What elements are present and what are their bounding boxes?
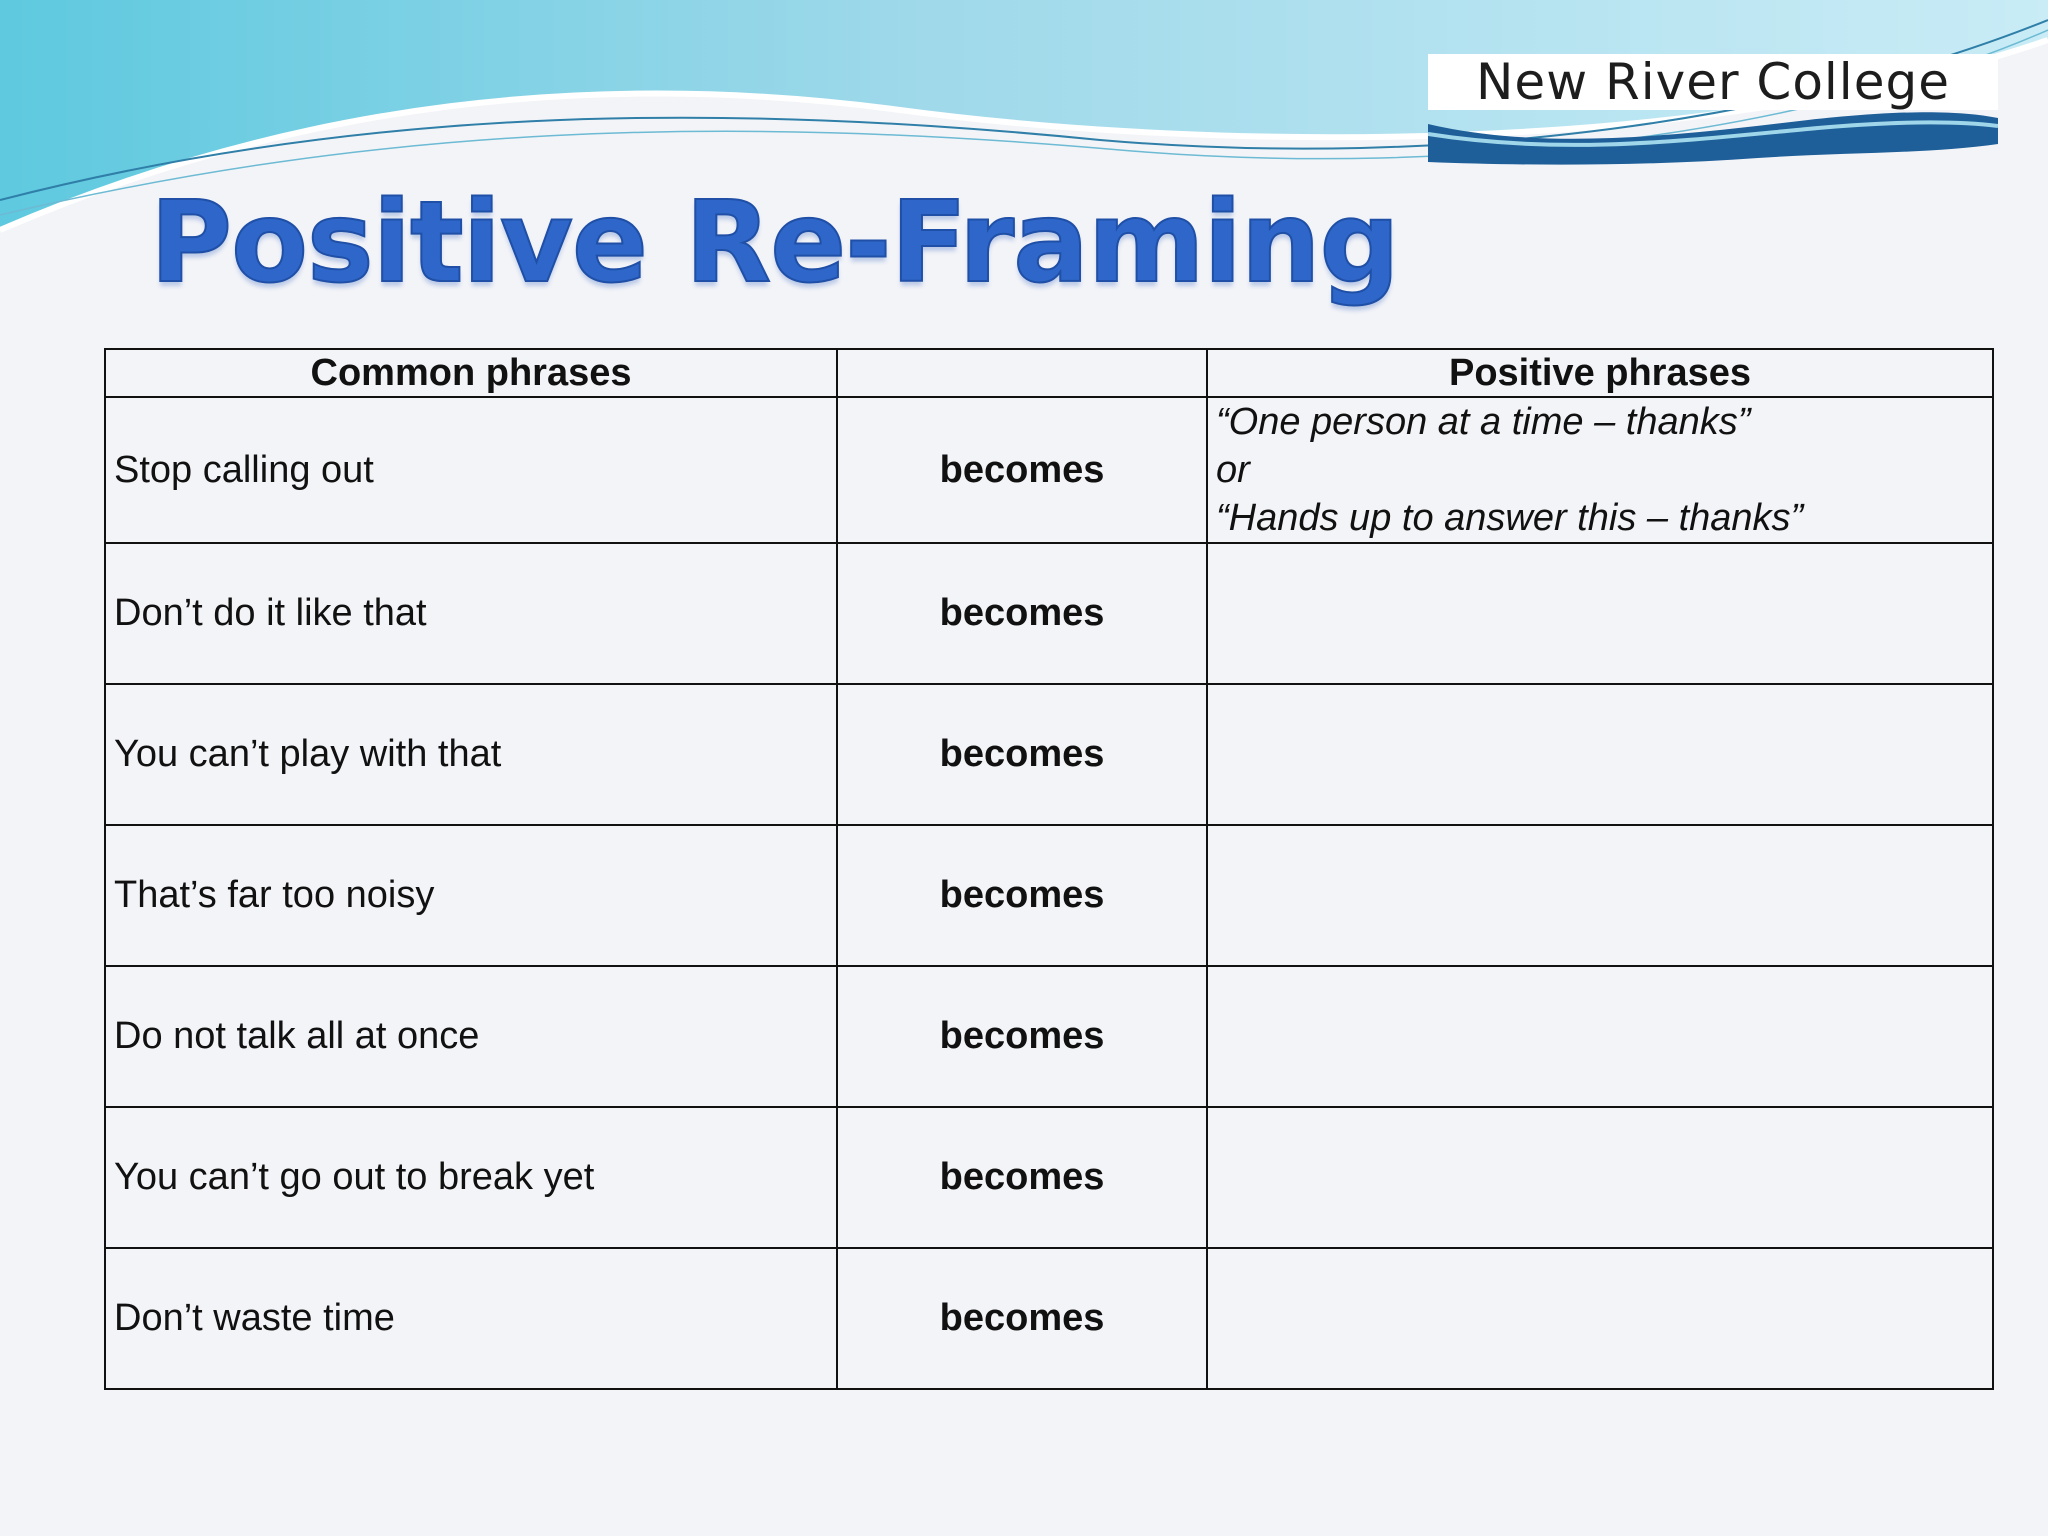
table-row <box>105 1107 1993 1248</box>
common-phrase-cell: You can’t play with that <box>105 684 837 825</box>
table-row <box>105 684 1993 825</box>
table-row <box>105 966 1993 1107</box>
header-common-phrases: Common phrases <box>105 349 837 397</box>
reframing-table <box>104 348 1994 1390</box>
header-positive-phrases: Positive phrases <box>1207 349 1993 397</box>
table-row <box>105 543 1993 684</box>
becomes-cell: becomes <box>837 543 1207 684</box>
common-phrase-cell: Don’t waste time <box>105 1248 837 1389</box>
positive-phrase-cell <box>1207 1248 1993 1389</box>
common-phrase-cell: Don’t do it like that <box>105 543 837 684</box>
positive-phrase-cell <box>1207 966 1993 1107</box>
positive-phrase-line: or <box>1216 449 1250 491</box>
common-phrase-cell: That’s far too noisy <box>105 825 837 966</box>
positive-phrase-cell <box>1207 1107 1993 1248</box>
common-phrase-cell: You can’t go out to break yet <box>105 1107 837 1248</box>
becomes-cell: becomes <box>837 966 1207 1107</box>
positive-phrase-line: “One person at a time – thanks” <box>1216 401 1751 443</box>
common-phrase-cell: Stop calling out <box>105 397 837 543</box>
table-row <box>105 825 1993 966</box>
header-blank <box>837 349 1207 397</box>
becomes-cell: becomes <box>837 397 1207 543</box>
becomes-cell: becomes <box>837 684 1207 825</box>
logo-text: New River College <box>1428 54 1998 110</box>
college-logo <box>1428 54 1998 154</box>
page-title: Positive Re-Framing <box>150 178 1399 308</box>
positive-phrase-cell <box>1207 397 1993 543</box>
table-header-row <box>105 349 1993 397</box>
becomes-cell: becomes <box>837 1248 1207 1389</box>
becomes-cell: becomes <box>837 1107 1207 1248</box>
positive-phrase-cell <box>1207 543 1993 684</box>
logo-wave-graphic <box>1428 104 1998 204</box>
table-row <box>105 397 1993 543</box>
positive-phrase-line: “Hands up to answer this – thanks” <box>1216 497 1804 539</box>
positive-phrase-cell <box>1207 825 1993 966</box>
common-phrase-cell: Do not talk all at once <box>105 966 837 1107</box>
table-row <box>105 1248 1993 1389</box>
positive-phrase-cell <box>1207 684 1993 825</box>
becomes-cell: becomes <box>837 825 1207 966</box>
